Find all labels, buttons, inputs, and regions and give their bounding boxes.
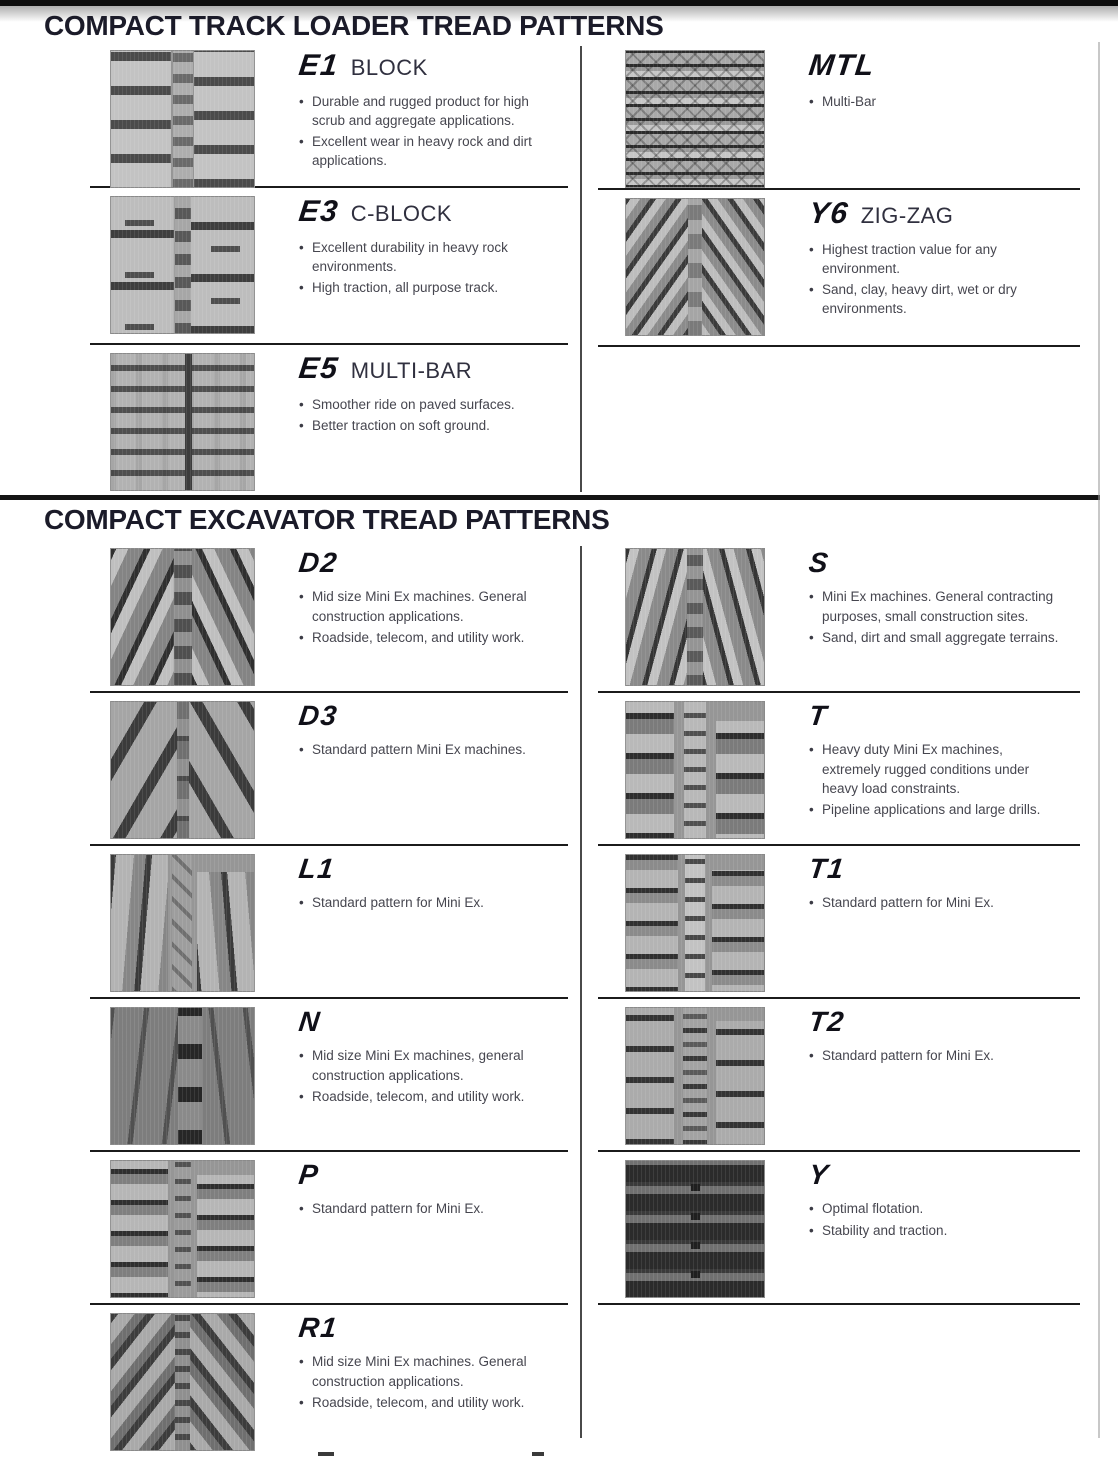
bullet-list	[299, 1046, 541, 1105]
bullet-item: • Stability and traction.	[809, 1221, 947, 1240]
bullet-item: • Roadside, telecom, and utility work.	[299, 1393, 541, 1412]
entry-t2	[598, 999, 1080, 1152]
bullet-item: • Pipeline applications and large drills.	[809, 800, 1061, 819]
entry-e1	[90, 42, 568, 188]
tread-image-t1	[625, 854, 765, 992]
bullet-item: • Standard pattern Mini Ex machines.	[299, 740, 526, 759]
tread-name: MULTI-BAR	[350, 358, 473, 383]
excavator-right-column	[598, 540, 1080, 1305]
bullet-item: • Mini Ex machines. General contracting purposes, small construction sites.	[809, 587, 1061, 625]
tread-image-t2	[625, 1007, 765, 1145]
tread-code: E3	[297, 195, 341, 228]
tread-image-e3	[110, 196, 255, 334]
tread-code: R1	[297, 1312, 340, 1343]
tread-code: Y6	[807, 197, 851, 230]
entry-d3	[90, 693, 568, 846]
bullet-item: • Sand, clay, heavy dirt, wet or dry environments.	[809, 280, 1061, 318]
tread-image-l1	[110, 854, 255, 992]
track-loader-right-column	[598, 42, 1080, 347]
bullet-list	[809, 1046, 994, 1065]
tread-image-d3	[110, 701, 255, 839]
bullet-list	[299, 740, 526, 759]
bullet-item: • Roadside, telecom, and utility work.	[299, 1087, 541, 1106]
entry-e3	[90, 188, 568, 345]
tread-name: BLOCK	[350, 55, 428, 80]
bullet-item: • Durable and rugged product for high scrub and aggregate applications.	[299, 92, 541, 130]
tread-code: S	[807, 547, 832, 578]
bullet-list	[299, 587, 541, 646]
bullet-item: • Smoother ride on paved surfaces.	[299, 395, 515, 414]
entry-y6	[598, 190, 1080, 347]
entry-y	[598, 1152, 1080, 1305]
page-right-edge	[1098, 42, 1100, 1438]
bullet-item: • Mid size Mini Ex machines. General construction applications.	[299, 1352, 541, 1390]
tread-image-y	[625, 1160, 765, 1298]
bullet-list	[809, 240, 1061, 319]
entry-r1	[90, 1305, 568, 1458]
bullet-item: • Standard pattern for Mini Ex.	[809, 893, 994, 912]
section-title-track-loader: COMPACT TRACK LOADER TREAD PATTERNS	[44, 10, 664, 41]
tread-code: T	[807, 700, 830, 731]
tread-image-e5	[110, 353, 255, 491]
tread-image-e1	[110, 50, 255, 188]
bullet-list	[299, 1199, 484, 1218]
column-divider	[580, 546, 582, 1438]
tread-code: E1	[297, 49, 341, 82]
tread-image-mtl	[625, 50, 765, 188]
tread-code: MTL	[807, 49, 878, 82]
entry-s	[598, 540, 1080, 693]
bullet-list	[809, 92, 887, 111]
entry-p	[90, 1152, 568, 1305]
tread-code: D3	[297, 700, 340, 731]
bullet-list	[299, 238, 541, 297]
tread-code: E5	[297, 352, 341, 385]
bullet-list	[809, 1199, 947, 1239]
tread-code: L1	[297, 853, 337, 884]
bullet-list	[299, 92, 541, 171]
tread-image-y6	[625, 198, 765, 336]
bullet-item: • Better traction on soft ground.	[299, 416, 515, 435]
bullet-item: • Roadside, telecom, and utility work.	[299, 628, 541, 647]
bullet-item: • Sand, dirt and small aggregate terrains.	[809, 628, 1061, 647]
bullet-item: • Standard pattern for Mini Ex.	[299, 893, 484, 912]
bullet-item: • High traction, all purpose track.	[299, 278, 541, 297]
entry-n	[90, 999, 568, 1152]
entry-t	[598, 693, 1080, 846]
section-divider	[0, 495, 1100, 500]
entry-d2	[90, 540, 568, 693]
bullet-item: • Excellent wear in heavy rock and dirt applications.	[299, 132, 541, 170]
tread-image-s	[625, 548, 765, 686]
tread-image-r1	[110, 1313, 255, 1451]
tread-code: D2	[297, 547, 340, 578]
tread-name: ZIG-ZAG	[860, 203, 954, 228]
bullet-item: • Standard pattern for Mini Ex.	[809, 1046, 994, 1065]
entry-l1	[90, 846, 568, 999]
tread-code: P	[297, 1159, 322, 1190]
section-title-excavator: COMPACT EXCAVATOR TREAD PATTERNS	[44, 504, 610, 535]
bullet-item: • Multi-Bar	[809, 92, 887, 111]
tread-code: T1	[807, 853, 847, 884]
tread-name: C-BLOCK	[350, 201, 452, 226]
tread-image-n	[110, 1007, 255, 1145]
entry-t1	[598, 846, 1080, 999]
bullet-list	[299, 893, 484, 912]
bullet-list	[809, 740, 1061, 819]
entry-mtl	[598, 42, 1080, 190]
bullet-item: • Highest traction value for any environment.	[809, 240, 1061, 278]
column-divider	[580, 46, 582, 492]
tread-image-t	[625, 701, 765, 839]
bullet-item: • Excellent durability in heavy rock environments.	[299, 238, 541, 276]
bullet-item: • Optimal flotation.	[809, 1199, 947, 1218]
page-bottom-crop-mark	[532, 1452, 544, 1456]
bullet-list	[299, 395, 515, 435]
bullet-item: • Standard pattern for Mini Ex.	[299, 1199, 484, 1218]
bullet-item: • Mid size Mini Ex machines. General construction applications.	[299, 587, 541, 625]
tread-code: N	[297, 1006, 323, 1037]
tread-code: T2	[807, 1006, 847, 1037]
tread-code: Y	[807, 1159, 832, 1190]
track-loader-left-column	[90, 42, 568, 497]
tread-image-p	[110, 1160, 255, 1298]
bullet-list	[809, 587, 1061, 646]
page-bottom-crop-mark	[318, 1452, 334, 1456]
excavator-left-column	[90, 540, 568, 1458]
bullet-item: • Heavy duty Mini Ex machines, extremely rugged conditions under heavy load constraints.	[809, 740, 1061, 797]
bullet-list	[299, 1352, 541, 1411]
bullet-list	[809, 893, 994, 912]
entry-e5	[90, 345, 568, 497]
tread-image-d2	[110, 548, 255, 686]
bullet-item: • Mid size Mini Ex machines, general construction applications.	[299, 1046, 541, 1084]
